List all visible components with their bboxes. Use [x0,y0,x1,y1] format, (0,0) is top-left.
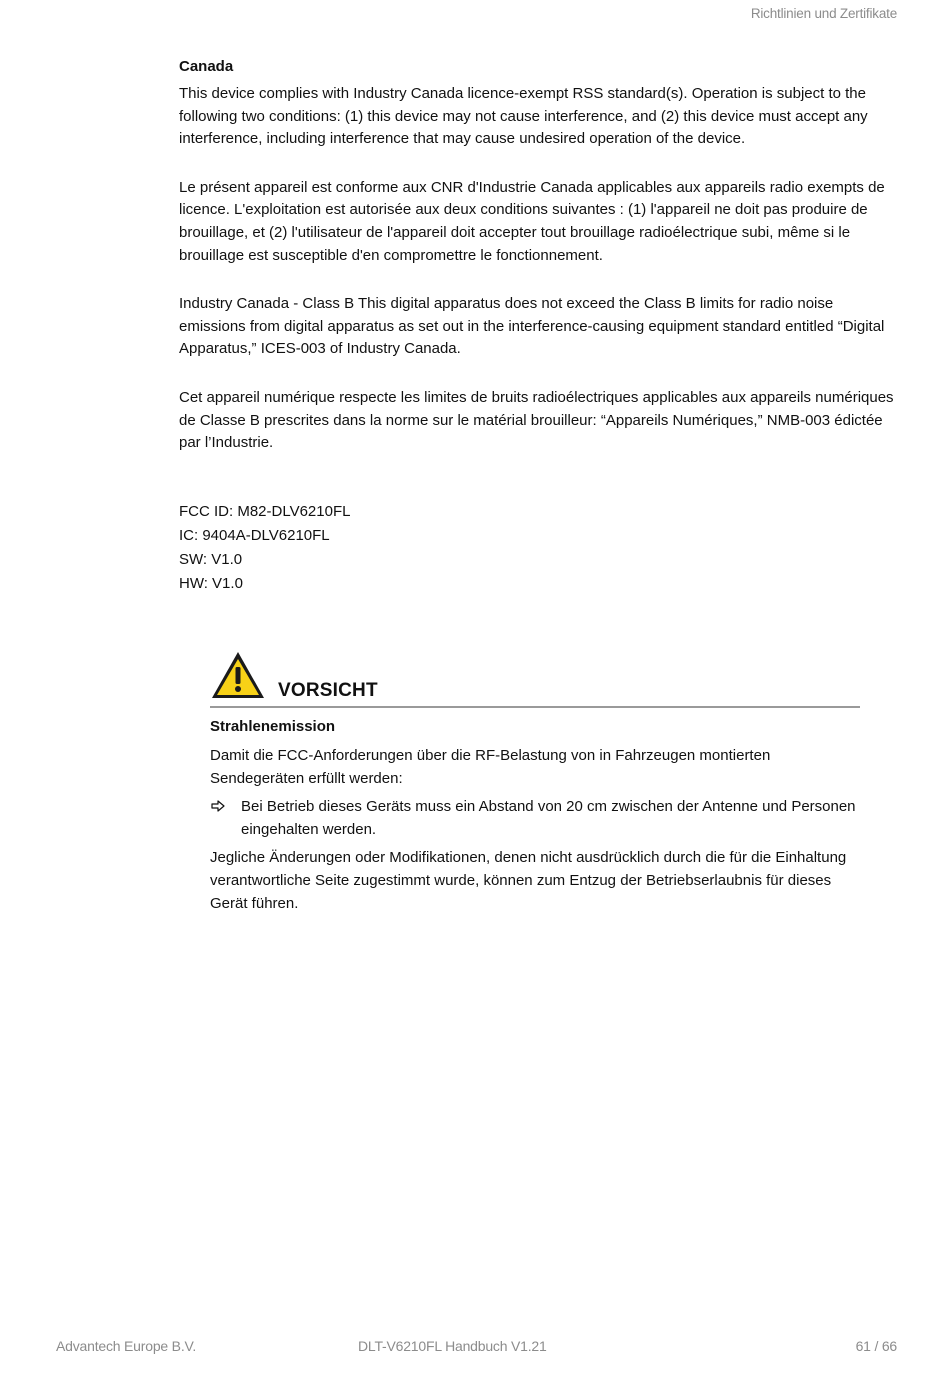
caution-bullet-text: Bei Betrieb dieses Geräts muss ein Abstand von 20 cm zwischen der Antenne und Personen eingehalten werden. [241,798,856,838]
caution-closing: Jegliche Änderungen oder Modifikationen, denen nicht ausdrücklich durch die für die Einhaltung verantwortliche Seite zugestimmt wurde, können zum Entzug der Betriebserlaubnis für dieses Gerät führen. [210,849,847,912]
caution-subheading: Strahlenemission [210,718,336,735]
ic-id-line: IC: 9404A-DLV6210FL [179,527,330,544]
footer-company: Advantech Europe B.V. [56,1338,197,1354]
running-header: Richtlinien und Zertifikate [750,6,897,21]
paragraph-ic-compliance-en: This device complies with Industry Canada licence-exempt RSS standard(s). Operation is subject to the following two conditions: (1) this device may not cause interference, and (2) this device must accept any interference, including interference that may cause undesired operation of the device. [179,85,868,148]
caution-bullet-item [210,796,860,841]
paragraph-ic-compliance-fr: Le présent appareil est conforme aux CNR d'Industrie Canada applicables aux appareils radio exempts de licence. L'exploitation est autorisée aux deux conditions suivantes : (1) l'appareil ne doit pas produire de brouillage, et (2) l'utilisateur de l'appareil doit accepter tout brouillage radioélectrique subi, même si le brouillage est susceptible d'en compromettre le fonctionnement. [179,178,885,264]
caution-title: VORSICHT [278,680,378,701]
canada-section [179,56,899,481]
footer-page-number: 61 / 66 [855,1338,897,1354]
fcc-id-line: FCC ID: M82-DLV6210FL [179,503,351,520]
paragraph-class-b-en: Industry Canada - Class B This digital apparatus does not exceed the Class B limits for radio noise emissions from digital apparatus as set out in the interference-causing equipment standard entitled “Digital Apparatus,” ICES-003 of Industry Canada. [179,295,885,358]
caution-intro: Damit die FCC-Anforderungen über die RF-Belastung von in Fahrzeugen montierten Sendegeräten erfüllt werden: [210,747,771,787]
paragraph-class-b-fr: Cet appareil numérique respecte les limites de bruits radioélectriques applicables aux appareils numériques de Classe B prescrites dans la norme sur le matérial brouilleur: “Appareils Numériques,” NMB-003 édictée par l’Industrie. [179,388,894,452]
hollow-arrow-right-icon [211,800,225,812]
section-heading-canada: Canada [179,58,234,75]
device-identifiers [179,500,350,596]
software-version-line: SW: V1.0 [179,551,243,568]
hardware-version-line: HW: V1.0 [179,575,243,592]
warning-triangle-icon [210,650,266,700]
footer-document-title: DLT-V6210FL Handbuch V1.21 [358,1338,547,1354]
caution-box [210,650,860,921]
caution-header [210,650,860,708]
